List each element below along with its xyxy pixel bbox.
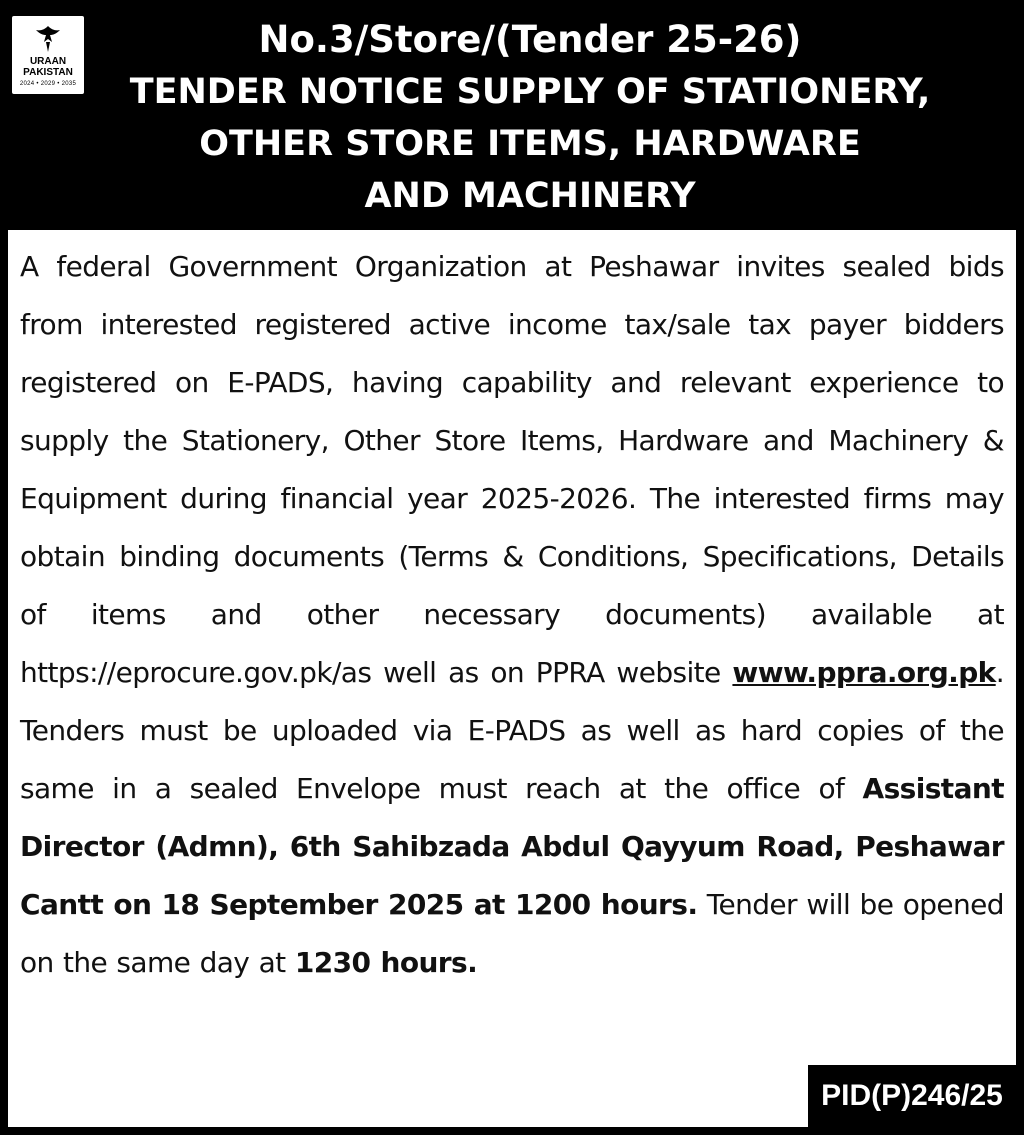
submission-address-deadline: Assistant Director (Admn), 6th Sahibzada Abdul Qayyum Road, Peshawar Cantt on 18 September 2025 at 1200 hours. bbox=[20, 772, 1004, 921]
notice-paragraph bbox=[20, 238, 1004, 992]
notice-header bbox=[0, 0, 1024, 228]
ppra-website-link[interactable]: www.ppra.org.pk bbox=[732, 656, 996, 689]
logo-text-pakistan: PAKISTAN bbox=[23, 67, 73, 78]
body-text-submission: . Tenders must be uploaded via E-PADS as well as hard copies of the same in a sealed Envelope must reach at the office of bbox=[20, 656, 1004, 805]
notice-title-line-3: AND MACHINERY bbox=[364, 176, 696, 216]
tender-number: No.3/Store/(Tender 25-26) bbox=[258, 18, 802, 61]
pid-reference-badge: PID(P)246/25 bbox=[808, 1065, 1016, 1127]
logo-text-uraan: URAAN bbox=[29, 56, 67, 67]
notice-title-line-1: TENDER NOTICE SUPPLY OF STATIONERY, bbox=[129, 72, 931, 112]
eagle-icon bbox=[34, 22, 62, 54]
body-text-intro: A federal Government Organization at Peshawar invites sealed bids from interested registered active income tax/sale tax payer bidders registered on E-PADS, having capability and relevant experience to supply the Stationery, Other Store Items, Hardware and Machinery & Equipment during financial year 2025-2026. The interested firms may obtain binding documents (Terms & Conditions, Specifications, Details of items and other necessary documents) available at https://eprocure.gov.pk/as well as on PPRA website bbox=[20, 250, 1004, 689]
logo-dates: 2024 • 2029 • 2035 bbox=[19, 81, 77, 87]
opening-time: 1230 hours. bbox=[294, 946, 478, 979]
notice-title-line-2: OTHER STORE ITEMS, HARDWARE bbox=[199, 124, 861, 164]
body-text-opening: Tender will be opened on the same day at bbox=[20, 888, 1004, 979]
notice-body bbox=[8, 230, 1016, 1127]
